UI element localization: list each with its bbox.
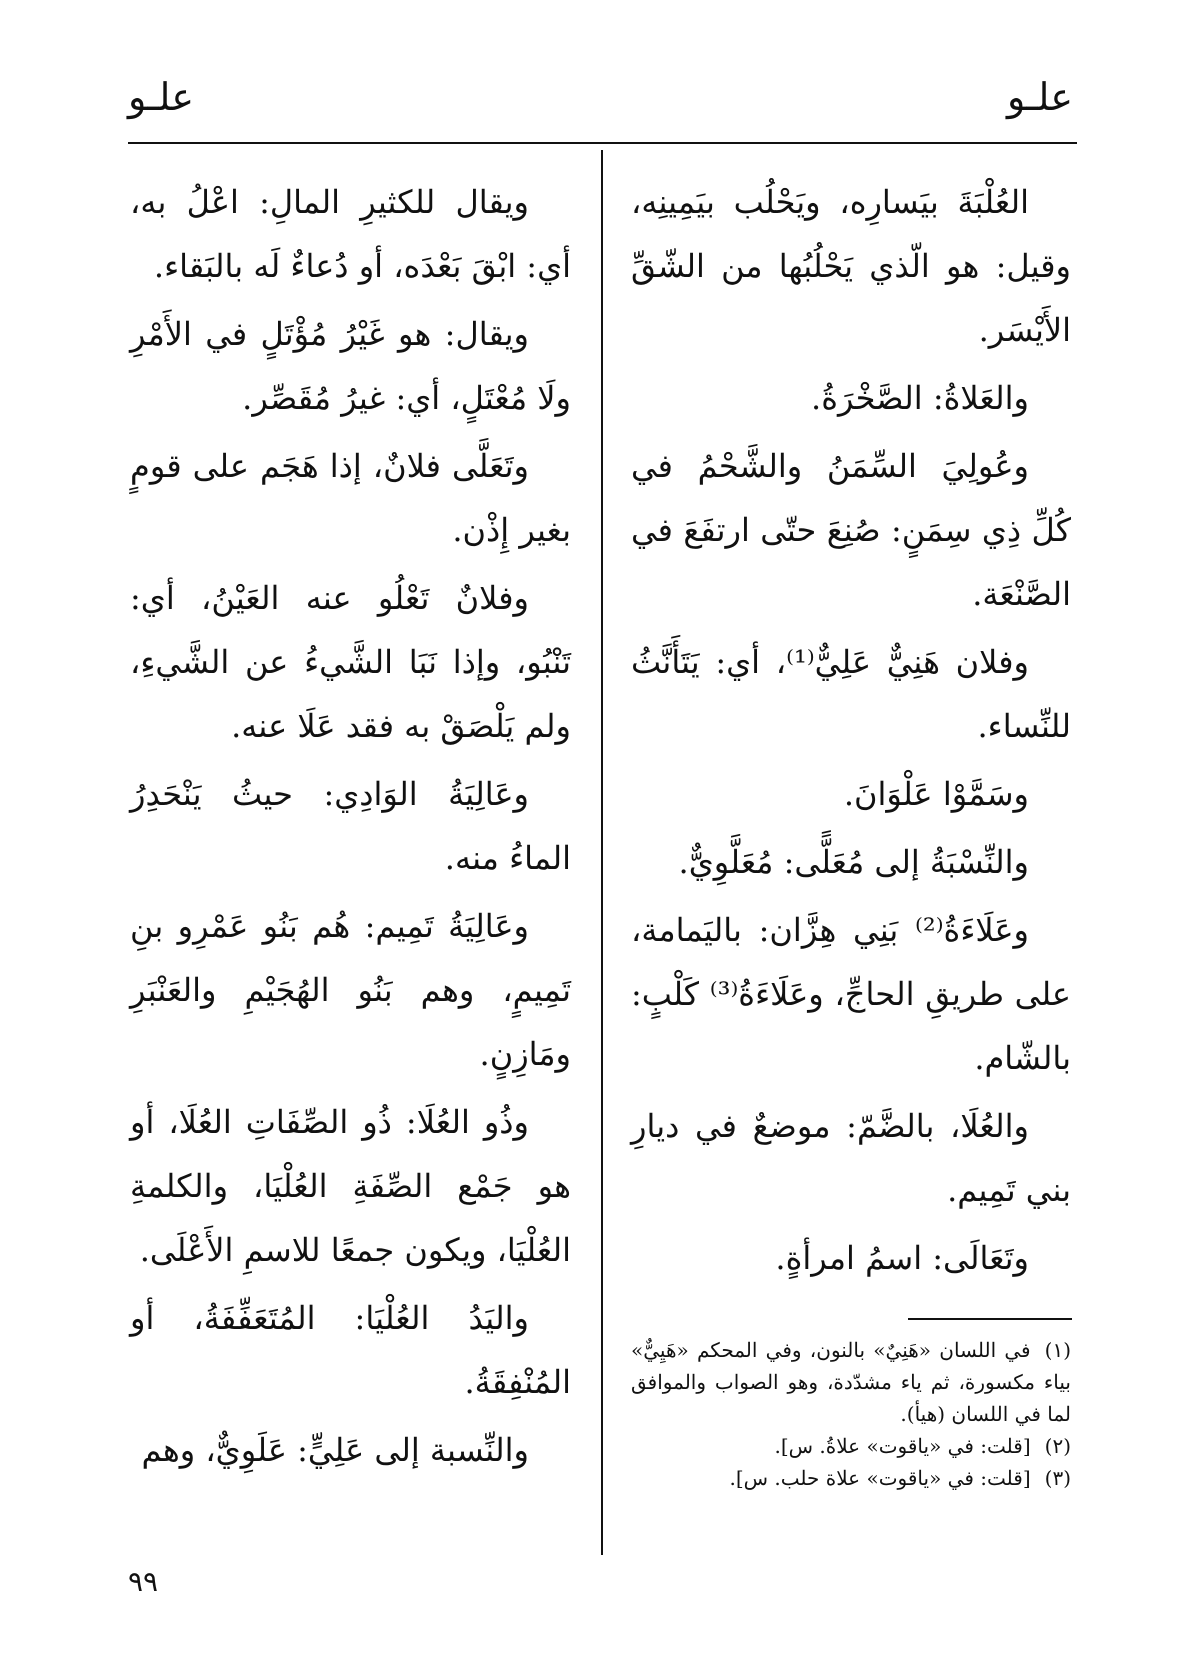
paragraph: وتَعَلَّى فلانٌ، إذا هَجَم على قومٍ بغير إِذْن. bbox=[130, 447, 571, 549]
paragraph: وسَمَّوْا عَلْوَانَ. bbox=[843, 775, 1029, 813]
paragraph: وعَالِيَةُ الوَادِي: حيثُ يَنْحَدِرُ الماءُ منه. bbox=[130, 775, 571, 877]
footnote bbox=[631, 1334, 1071, 1430]
footnote-number: (١) bbox=[1044, 1338, 1071, 1362]
paragraph: والنِّسبة إلى عَلِيٍّ: عَلَوِيٌّ، وهم bbox=[141, 1431, 529, 1469]
paragraph: وعَالِيَةُ تَمِيم: هُم بَنُو عَمْرِو بنِ تَمِيمٍ، وهم بَنُو الهُجَيْمِ والعَنْبَرِ ومَازِنٍ. bbox=[130, 907, 571, 1073]
footnote bbox=[631, 1462, 1071, 1494]
page-number: ٩٩ bbox=[128, 1565, 159, 1598]
footnote-text: [قلت: في «ياقوت» علاةُ. س]. bbox=[774, 1434, 1031, 1458]
paragraph: وتَعَالَى: اسمُ امرأةٍ. bbox=[775, 1239, 1029, 1277]
footnote-number: (٢) bbox=[1044, 1434, 1071, 1458]
paragraph: وفلانٌ تَعْلُو عنه العَيْنُ، أي: تَنْبُو، وإذا نَبَا الشَّيءُ عن الشَّيءِ، ولم يَلْصَقْ به فقد عَلَا عنه. bbox=[130, 579, 571, 745]
footnotes bbox=[631, 1334, 1071, 1494]
paragraph: واليَدُ العُلْيَا: المُتَعَفِّفَةُ، أو المُنْفِقَةُ. bbox=[130, 1299, 571, 1401]
left-column bbox=[130, 170, 571, 1486]
footnote-text: في اللسان «هَنِيٌ» بالنون، وفي المحكم «هَيِيٌّ» بياء مكسورة، ثم ياء مشدّدة، وهو الصواب والموافق لما في اللسان (هيأ). bbox=[631, 1338, 1071, 1426]
paragraph: العُلْبَةَ بيَسارِه، ويَحْلُب بيَمِينِه، وقيل: هو الّذي يَحْلُبُها من الشّقِّ الأَيْسَر. bbox=[631, 183, 1071, 349]
paragraph: وعَلَاءَةُ⁽²⁾ بَنِي هِزَّان: باليَمامة، على طريقِ الحاجِّ، وعَلَاءَةُ⁽³⁾ كَلْبٍ: بالشّام. bbox=[631, 911, 1072, 1077]
footnote-number: (٣) bbox=[1044, 1466, 1071, 1490]
column-divider bbox=[601, 150, 603, 1555]
footnote-text: [قلت: في «ياقوت» علاة حلب. س]. bbox=[729, 1466, 1031, 1490]
paragraph: والعُلَا، بالضَّمّ: موضعٌ في ديارِ بني تَمِيم. bbox=[631, 1107, 1071, 1209]
right-column bbox=[631, 170, 1071, 1290]
running-header-left: علـو bbox=[128, 75, 195, 119]
footnote-rule bbox=[908, 1318, 1072, 1320]
paragraph: وعُولِيَ السِّمَنُ والشَّحْمُ في كُلِّ ذِي سِمَنٍ: صُنِعَ حتّى ارتفَعَ في الصَّنْعَة. bbox=[631, 447, 1071, 613]
header-rule bbox=[128, 142, 1077, 144]
paragraph: والعَلاةُ: الصَّخْرَةُ. bbox=[811, 379, 1029, 417]
paragraph: وذُو العُلَا: ذُو الصِّفَاتِ العُلَا، أو هو جَمْع الصِّفَةِ العُلْيَا، والكلمةِ العُلْيَا، ويكون جمعًا للاسمِ الأَعْلَى. bbox=[130, 1103, 571, 1269]
paragraph: والنِّسْبَةُ إلى مُعَلًّى: مُعَلَّوِيٌّ. bbox=[678, 843, 1029, 881]
running-header-right: علـو bbox=[1006, 75, 1073, 119]
paragraph: ويقال: هو غَيْرُ مُؤْتَلٍ في الأَمْرِ ولَا مُعْتَلٍ، أي: غيرُ مُقَصِّر. bbox=[130, 315, 571, 417]
paragraph: ويقال للكثيرِ المالِ: اعْلُ به، أي: ابْقَ بَعْدَه، أو دُعاءٌ لَه بالبَقاء. bbox=[130, 183, 571, 285]
paragraph: وفلان هَنِيٌّ عَلِيٌّ⁽¹⁾، أي: يَتَأَنَّثُ للنِّساء. bbox=[631, 643, 1071, 745]
footnote bbox=[631, 1430, 1071, 1462]
